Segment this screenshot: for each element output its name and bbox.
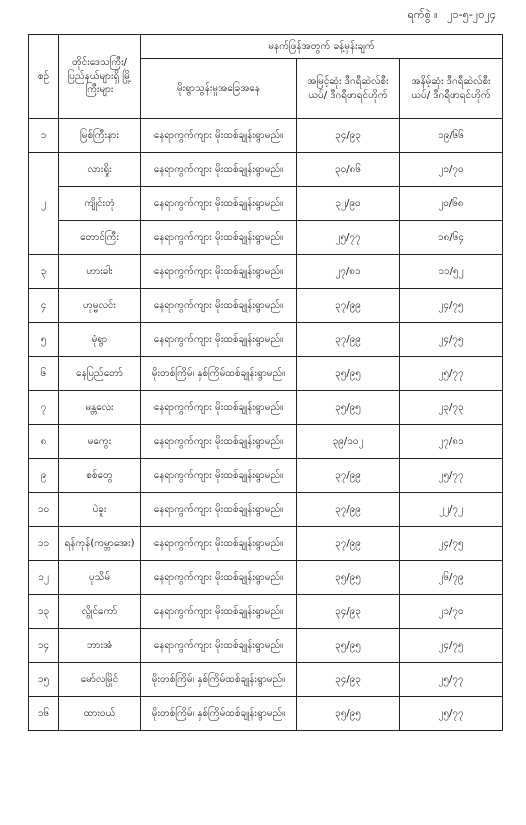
- row-city: တောင်ကြီး: [59, 221, 141, 255]
- row-no: ၆: [29, 357, 59, 391]
- row-min-temp: ၂၄/၇၅: [400, 629, 503, 663]
- table-row: [29, 153, 503, 187]
- row-city: ထားဝယ်: [59, 697, 141, 731]
- row-no: ၃: [29, 255, 59, 289]
- row-no: ၁၅: [29, 663, 59, 697]
- row-max-temp: ၃၇/၉၉: [297, 289, 400, 323]
- table-row: [29, 425, 503, 459]
- row-city: လားရှိုး: [59, 153, 141, 187]
- row-condition: မိုးတစ်ကြိမ်၊ နှစ်ကြိမ်ထစ်ချုန်းရွာမည်။: [141, 663, 297, 697]
- row-max-temp: ၃၇/၉၉: [297, 323, 400, 357]
- row-min-temp: ၂၁/၇၀: [400, 595, 503, 629]
- row-city: ပဲခူး: [59, 493, 141, 527]
- row-city: မုံရွာ: [59, 323, 141, 357]
- row-min-temp: ၂၆/၇၉: [400, 561, 503, 595]
- row-condition: နေရာကွက်ကျား မိုးထစ်ချုန်းရွာမည်။: [141, 119, 297, 153]
- table-row: [29, 289, 503, 323]
- row-no: ၁၄: [29, 629, 59, 663]
- row-no: ၇: [29, 391, 59, 425]
- row-city: ကျိုင်းတုံ: [59, 187, 141, 221]
- table-row: [29, 697, 503, 731]
- row-min-temp: ၁၉/၆၆: [400, 119, 503, 153]
- row-condition: နေရာကွက်ကျား မိုးထစ်ချုန်းရွာမည်။: [141, 595, 297, 629]
- row-max-temp: ၃၄/၉၃: [297, 663, 400, 697]
- row-condition: နေရာကွက်ကျား မိုးထစ်ချုန်းရွာမည်။: [141, 255, 297, 289]
- row-min-temp: ၂၄/၇၅: [400, 527, 503, 561]
- row-city: စစ်တွေ: [59, 459, 141, 493]
- row-condition: နေရာကွက်ကျား မိုးထစ်ချုန်းရွာမည်။: [141, 323, 297, 357]
- table-body: [29, 119, 503, 731]
- row-city: မကွေး: [59, 425, 141, 459]
- row-min-temp: ၂၅/၇၇: [400, 663, 503, 697]
- row-condition: နေရာကွက်ကျား မိုးထစ်ချုန်းရွာမည်။: [141, 187, 297, 221]
- row-no: ၂: [29, 153, 59, 255]
- table-row: [29, 119, 503, 153]
- header-max-temp: အမြင့်ဆုံး ဒီဂရီဆဲလ်စီးယပ်/ ဒီဂရီဖာရင်ဟိုက်: [297, 59, 400, 119]
- row-city: ဟုမ္မလင်း: [59, 289, 141, 323]
- row-city: နေပြည်တော်: [59, 357, 141, 391]
- header-city: တိုင်းဒေသကြီး/ ပြည်နယ်များရှိ မြို့ကြီးများ: [59, 35, 141, 119]
- row-no: ၁၀: [29, 493, 59, 527]
- table-row: [29, 459, 503, 493]
- header-condition: မိုးရွာသွန်းမှုအခြေအနေ: [141, 59, 297, 119]
- row-condition: နေရာကွက်ကျား မိုးထစ်ချုန်းရွာမည်။: [141, 493, 297, 527]
- row-min-temp: ၁၈/၆၄: [400, 221, 503, 255]
- row-max-temp: ၃၅/၉၅: [297, 357, 400, 391]
- date-line: [401, 8, 496, 24]
- table-row: [29, 255, 503, 289]
- row-max-temp: ၃၅/၉၅: [297, 561, 400, 595]
- row-city: မြစ်ကြီးနား: [59, 119, 141, 153]
- row-no: ၄: [29, 289, 59, 323]
- table-row: [29, 221, 503, 255]
- row-max-temp: ၃၄/၉၃: [297, 119, 400, 153]
- row-max-temp: ၃၄/၉၃: [297, 595, 400, 629]
- row-min-temp: ၂၄/၇၅: [400, 323, 503, 357]
- table-row: [29, 595, 503, 629]
- row-max-temp: ၂၇/၈၁: [297, 255, 400, 289]
- table-row: [29, 527, 503, 561]
- row-min-temp: ၁၁/၅၂: [400, 255, 503, 289]
- header-no: စဉ်: [29, 35, 59, 119]
- table-row: [29, 323, 503, 357]
- row-no: ၁: [29, 119, 59, 153]
- row-max-temp: ၂၅/၇၇: [297, 221, 400, 255]
- table-row: [29, 357, 503, 391]
- date-label: ရက်စွဲ ။: [407, 8, 438, 21]
- table-row: [29, 493, 503, 527]
- row-no: ၁၂: [29, 561, 59, 595]
- row-min-temp: ၂၅/၇၇: [400, 697, 503, 731]
- row-no: ၁၁: [29, 527, 59, 561]
- row-min-temp: ၂၂/၇၂: [400, 493, 503, 527]
- row-no: ၅: [29, 323, 59, 357]
- row-condition: နေရာကွက်ကျား မိုးထစ်ချုန်းရွာမည်။: [141, 391, 297, 425]
- row-condition: နေရာကွက်ကျား မိုးထစ်ချုန်းရွာမည်။: [141, 561, 297, 595]
- row-condition: နေရာကွက်ကျား မိုးထစ်ချုန်းရွာမည်။: [141, 459, 297, 493]
- table-row: [29, 391, 503, 425]
- header-min-temp: အနိမ့်ဆုံး ဒီဂရီဆဲလ်စီးယပ်/ ဒီဂရီဖာရင်ဟိုက်: [400, 59, 503, 119]
- row-max-temp: ၃၇/၉၉: [297, 493, 400, 527]
- row-max-temp: ၃၀/၈၆: [297, 153, 400, 187]
- row-max-temp: ၃၉/၁၀၂: [297, 425, 400, 459]
- row-city: မန္တလေး: [59, 391, 141, 425]
- row-condition: မိုးတစ်ကြိမ်၊ နှစ်ကြိမ်ထစ်ချုန်းရွာမည်။: [141, 357, 297, 391]
- row-city: လွိုင်ကော်: [59, 595, 141, 629]
- row-max-temp: ၃၂/၉၀: [297, 187, 400, 221]
- row-city: ပုသိမ်: [59, 561, 141, 595]
- row-city: ဟားခါး: [59, 255, 141, 289]
- row-max-temp: ၃၅/၉၅: [297, 697, 400, 731]
- row-city: ဘားအံ: [59, 629, 141, 663]
- table-row: [29, 187, 503, 221]
- table-row: [29, 663, 503, 697]
- row-min-temp: ၂၅/၇၇: [400, 459, 503, 493]
- row-max-temp: ၃၅/၉၅: [297, 629, 400, 663]
- row-max-temp: ၃၇/၉၉: [297, 527, 400, 561]
- table-row: [29, 561, 503, 595]
- row-min-temp: ၂၀/၆၈: [400, 187, 503, 221]
- row-min-temp: ၂၅/၇၇: [400, 357, 503, 391]
- row-condition: နေရာကွက်ကျား မိုးထစ်ချုန်းရွာမည်။: [141, 289, 297, 323]
- row-no: ၉: [29, 459, 59, 493]
- row-min-temp: ၂၁/၇၀: [400, 153, 503, 187]
- forecast-table: [28, 34, 503, 731]
- row-condition: နေရာကွက်ကျား မိုးထစ်ချုန်းရွာမည်။: [141, 221, 297, 255]
- row-no: ၈: [29, 425, 59, 459]
- row-condition: မိုးတစ်ကြိမ်၊ နှစ်ကြိမ်ထစ်ချုန်းရွာမည်။: [141, 697, 297, 731]
- row-condition: နေရာကွက်ကျား မိုးထစ်ချုန်းရွာမည်။: [141, 153, 297, 187]
- row-no: ၁၆: [29, 697, 59, 731]
- row-condition: နေရာကွက်ကျား မိုးထစ်ချုန်းရွာမည်။: [141, 527, 297, 561]
- table-row: [29, 629, 503, 663]
- row-city: ရန်ကုန်(ကမ္ဘာအေး): [59, 527, 141, 561]
- row-max-temp: ၃၅/၉၅: [297, 391, 400, 425]
- row-condition: နေရာကွက်ကျား မိုးထစ်ချုန်းရွာမည်။: [141, 629, 297, 663]
- row-min-temp: ၂၇/၈၁: [400, 425, 503, 459]
- row-city: မော်လမြိုင်: [59, 663, 141, 697]
- row-no: ၁၃: [29, 595, 59, 629]
- row-min-temp: ၂၃/၇၃: [400, 391, 503, 425]
- row-condition: နေရာကွက်ကျား မိုးထစ်ချုန်းရွာမည်။: [141, 425, 297, 459]
- date-value: ၂၁-၅-၂၀၂၄: [447, 8, 496, 21]
- header-forecast-group: မနက်ဖြန်အတွက် ခန့်မှန်းချက်: [141, 35, 503, 59]
- row-max-temp: ၃၇/၉၉: [297, 459, 400, 493]
- row-min-temp: ၂၄/၇၅: [400, 289, 503, 323]
